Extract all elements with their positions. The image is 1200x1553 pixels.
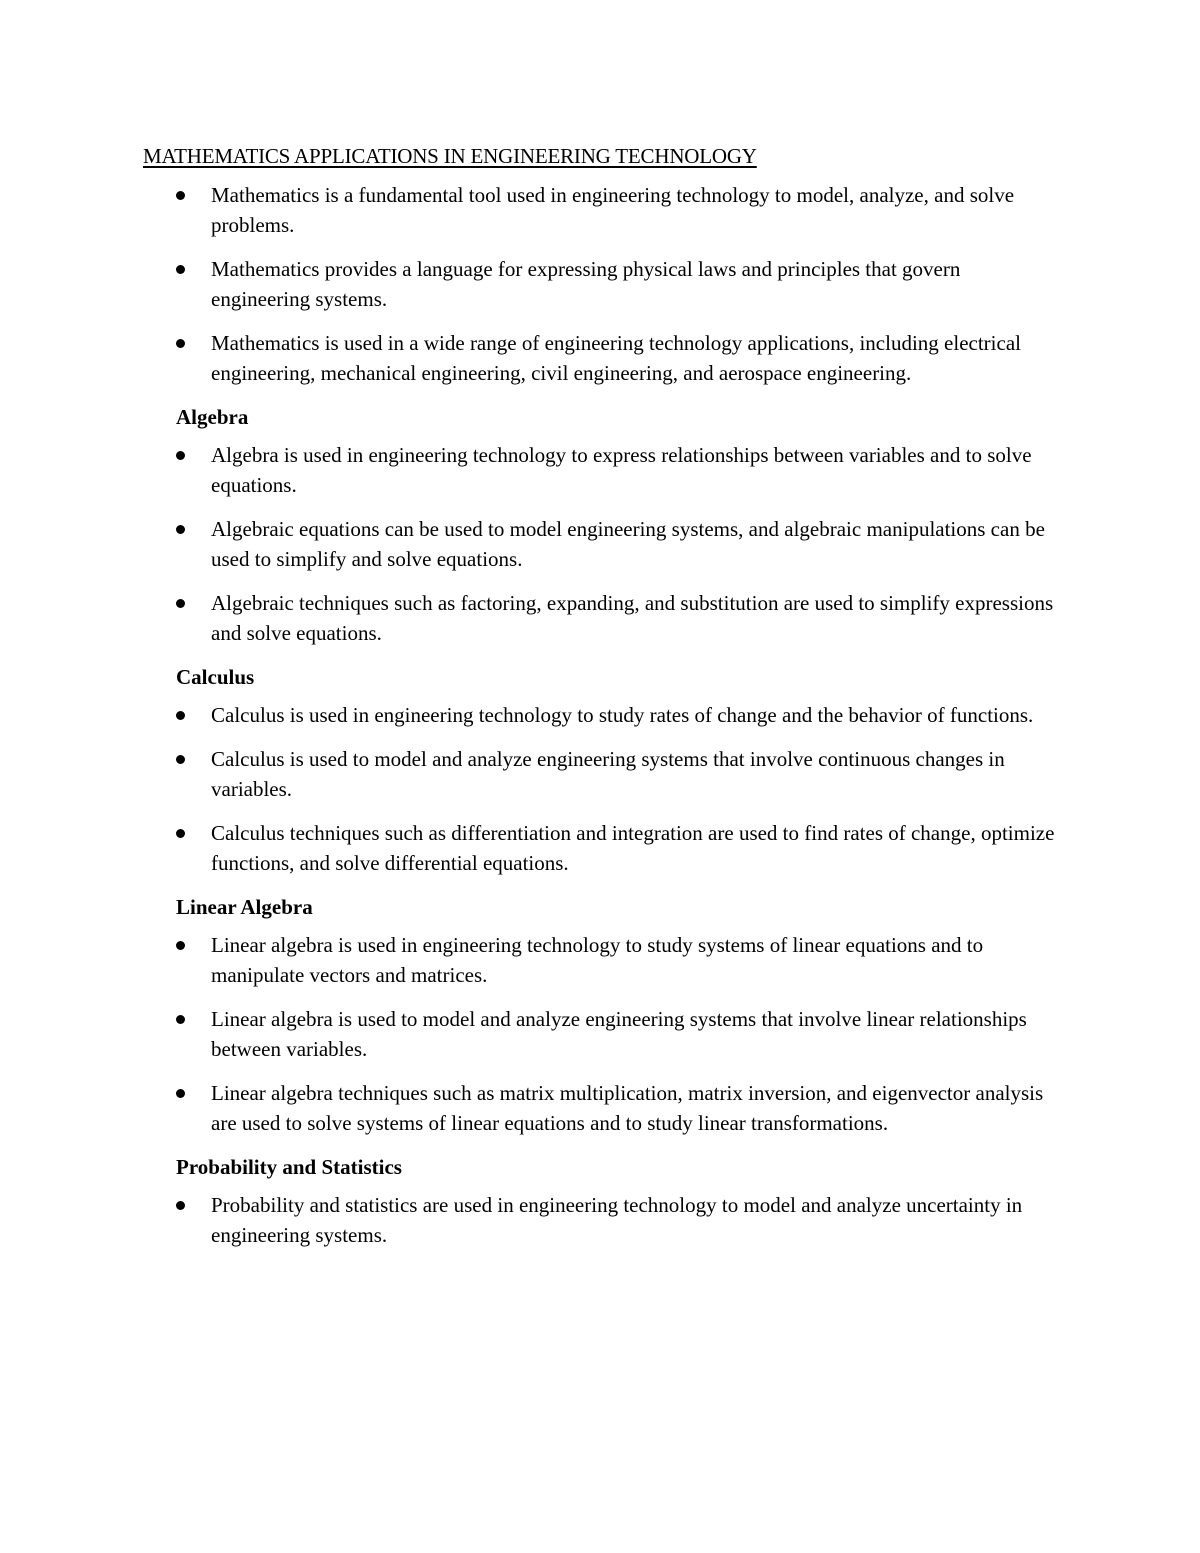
list-item xyxy=(143,818,1063,878)
bullet-icon xyxy=(176,711,185,720)
list-item xyxy=(143,588,1063,648)
section-heading-calculus: Calculus xyxy=(176,665,255,689)
bullet-icon xyxy=(176,829,185,838)
linear-algebra-bullet-list xyxy=(143,930,1063,1138)
document-title: MATHEMATICS APPLICATIONS IN ENGINEERING TECHNOLOGY xyxy=(143,144,757,168)
probability-statistics-bullet-list xyxy=(143,1190,1063,1250)
list-item xyxy=(143,700,1063,730)
list-item xyxy=(143,1078,1063,1138)
list-item-text: Calculus techniques such as differentiation and integration are used to find rates of change, optimize functions, and solve differential equations. xyxy=(211,821,1055,875)
bullet-icon xyxy=(176,755,185,764)
list-item-text: Mathematics provides a language for expressing physical laws and principles that govern engineering systems. xyxy=(211,257,961,311)
bullet-icon xyxy=(176,1015,185,1024)
list-item xyxy=(143,744,1063,804)
list-item xyxy=(143,1190,1063,1250)
section-heading-linear-algebra: Linear Algebra xyxy=(176,895,313,919)
calculus-bullet-list xyxy=(143,700,1063,878)
list-item xyxy=(143,1004,1063,1064)
list-item xyxy=(143,514,1063,574)
bullet-icon xyxy=(176,941,185,950)
list-item-text: Calculus is used in engineering technology to study rates of change and the behavior of functions. xyxy=(211,703,1034,727)
list-item xyxy=(143,254,1063,314)
list-item-text: Linear algebra is used in engineering technology to study systems of linear equations and to manipulate vectors and matrices. xyxy=(211,933,984,987)
list-item-text: Mathematics is a fundamental tool used in engineering technology to model, analyze, and solve problems. xyxy=(211,183,1015,237)
section-heading-probability-statistics: Probability and Statistics xyxy=(176,1155,402,1179)
list-item-text: Mathematics is used in a wide range of engineering technology applications, including electrical engineering, mechanical engineering, civil engineering, and aerospace engineering. xyxy=(211,331,1021,385)
algebra-bullet-list xyxy=(143,440,1063,648)
bullet-icon xyxy=(176,339,185,348)
list-item-text: Calculus is used to model and analyze engineering systems that involve continuous changes in variables. xyxy=(211,747,1005,801)
list-item-text: Algebraic techniques such as factoring, expanding, and substitution are used to simplify expressions and solve equations. xyxy=(211,591,1054,645)
list-item-text: Probability and statistics are used in engineering technology to model and analyze uncertainty in engineering systems. xyxy=(211,1193,1023,1247)
list-item-text: Algebraic equations can be used to model engineering systems, and algebraic manipulations can be used to simplify and solve equations. xyxy=(211,517,1045,571)
intro-bullet-list xyxy=(143,180,1063,388)
document-content xyxy=(143,139,1063,1264)
list-item-text: Linear algebra is used to model and analyze engineering systems that involve linear relationships between variables. xyxy=(211,1007,1027,1061)
bullet-icon xyxy=(176,599,185,608)
bullet-icon xyxy=(176,265,185,274)
section-heading-algebra: Algebra xyxy=(176,405,249,429)
list-item xyxy=(143,930,1063,990)
list-item xyxy=(143,328,1063,388)
list-item-text: Algebra is used in engineering technology to express relationships between variables and to solve equations. xyxy=(211,443,1032,497)
list-item-text: Linear algebra techniques such as matrix multiplication, matrix inversion, and eigenvector analysis are used to solve systems of linear equations and to study linear transformations. xyxy=(211,1081,1044,1135)
bullet-icon xyxy=(176,191,185,200)
list-item xyxy=(143,180,1063,240)
bullet-icon xyxy=(176,1089,185,1098)
bullet-icon xyxy=(176,525,185,534)
bullet-icon xyxy=(176,451,185,460)
bullet-icon xyxy=(176,1201,185,1210)
list-item xyxy=(143,440,1063,500)
